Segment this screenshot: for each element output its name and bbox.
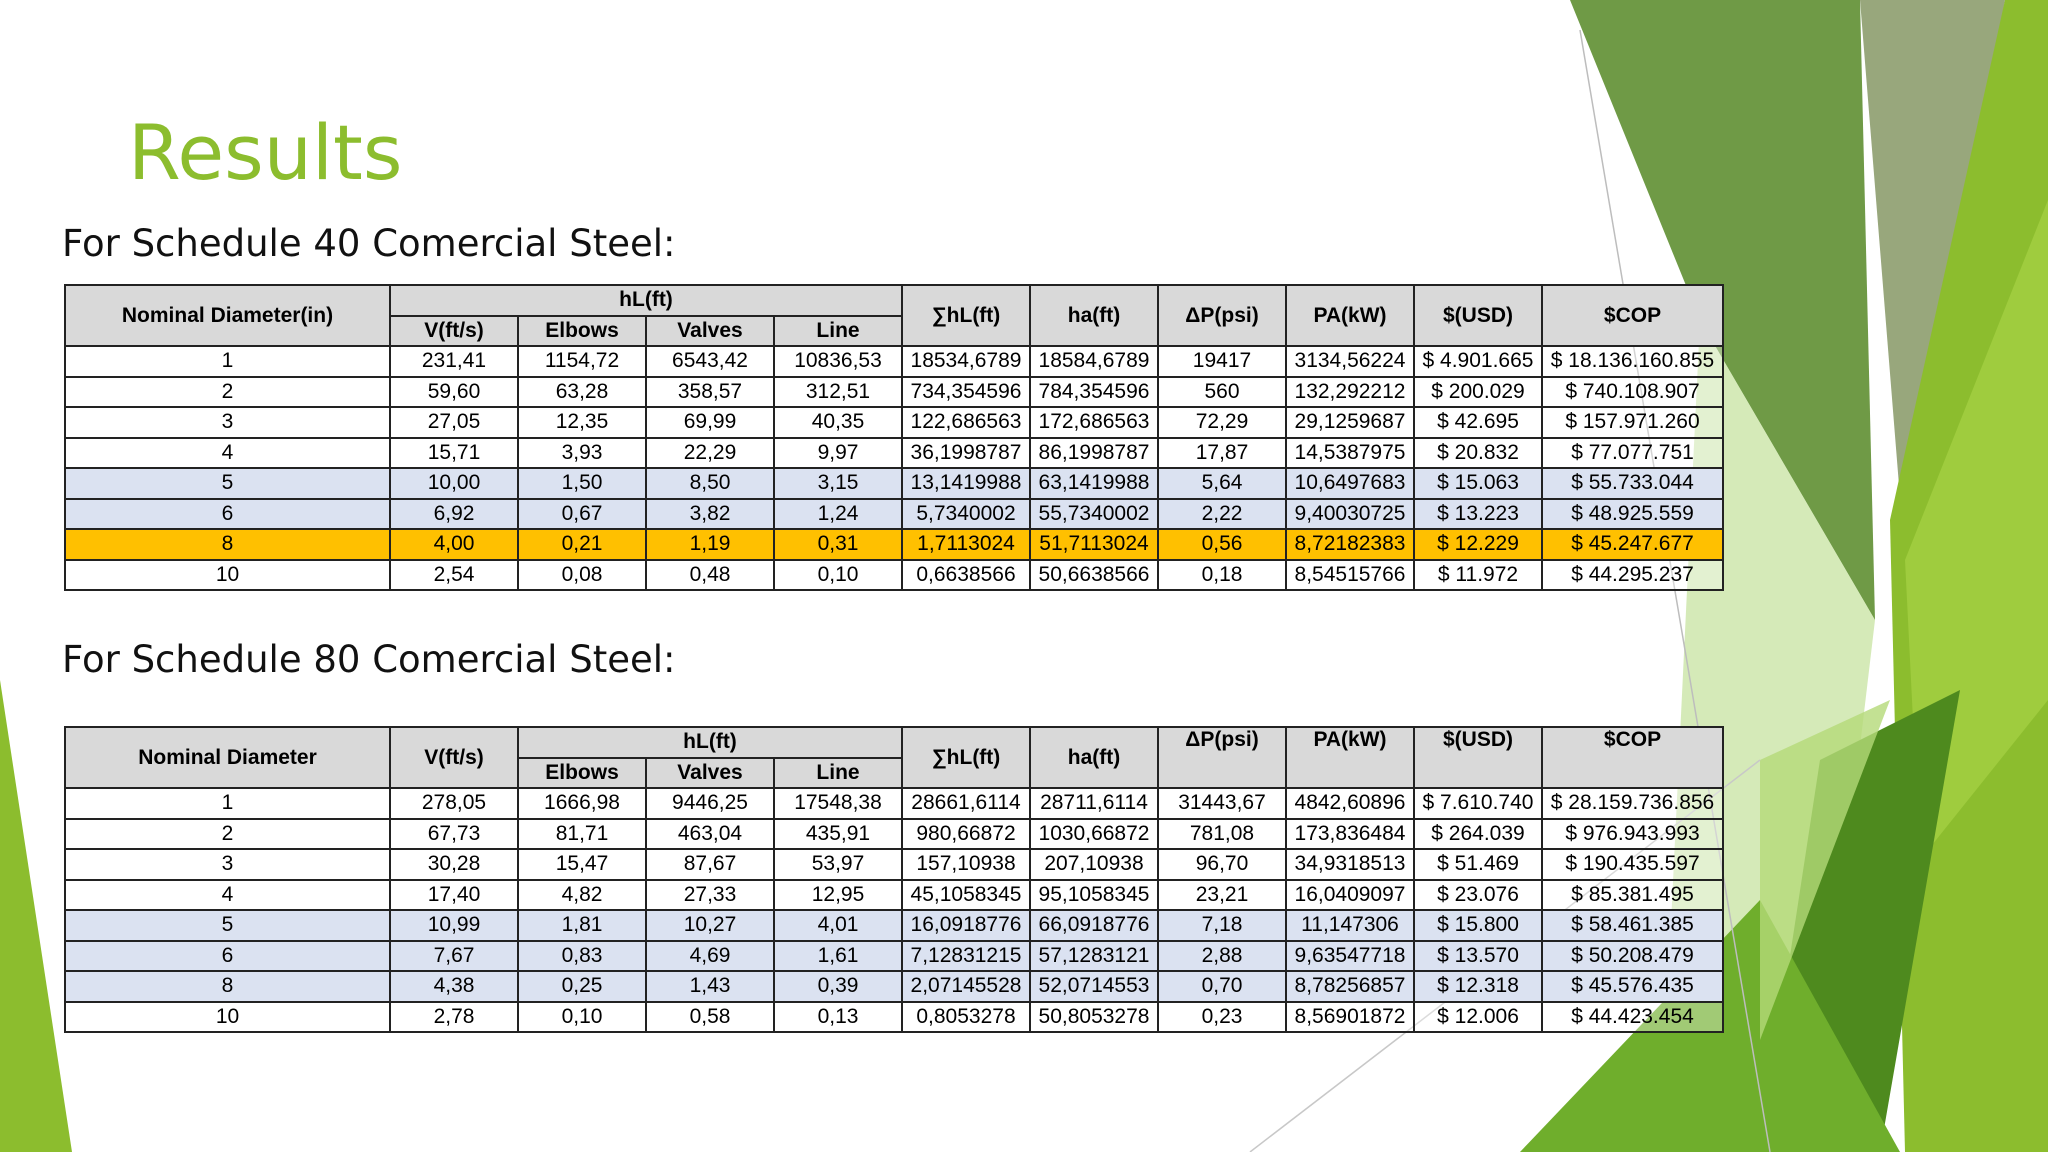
table-cell: 2,88 — [1158, 941, 1286, 972]
table-cell: 36,1998787 — [902, 438, 1030, 469]
table-cell: 5 — [65, 468, 390, 499]
table-cell: 435,91 — [774, 819, 902, 850]
table-cell: 358,57 — [646, 377, 774, 408]
header-velocity: V(ft/s) — [390, 727, 518, 788]
table-cell: 4,01 — [774, 910, 902, 941]
table-cell: 10,00 — [390, 468, 518, 499]
table-cell: 1 — [65, 346, 390, 377]
table-cell: $ 15.063 — [1414, 468, 1542, 499]
table-cell: 8,78256857 — [1286, 971, 1414, 1002]
slide-title: Results — [128, 108, 403, 197]
table-cell: $ 18.136.160.855 — [1542, 346, 1723, 377]
table-cell: 0,13 — [774, 1002, 902, 1033]
table-cell: 72,29 — [1158, 407, 1286, 438]
table-cell: 8 — [65, 971, 390, 1002]
table-row — [65, 971, 1723, 1002]
table-cell: 7,12831215 — [902, 941, 1030, 972]
table-cell: 4,82 — [518, 880, 646, 911]
table-cell: $ 77.077.751 — [1542, 438, 1723, 469]
table-cell: 1154,72 — [518, 346, 646, 377]
table-cell: 9,97 — [774, 438, 902, 469]
table-cell: 207,10938 — [1030, 849, 1158, 880]
header-line: Line — [774, 758, 902, 789]
header-usd: $(USD) — [1414, 727, 1542, 788]
table-cell: 52,0714553 — [1030, 971, 1158, 1002]
section-title-schedule-40: For Schedule 40 Comercial Steel: — [62, 222, 676, 265]
table-cell: 50,8053278 — [1030, 1002, 1158, 1033]
table-cell: 8 — [65, 529, 390, 560]
table-cell: 17,87 — [1158, 438, 1286, 469]
table-cell: 3,82 — [646, 499, 774, 530]
table-cell: 40,35 — [774, 407, 902, 438]
table-cell: 18584,6789 — [1030, 346, 1158, 377]
table-cell: 51,7113024 — [1030, 529, 1158, 560]
header-cop: $COP — [1542, 727, 1723, 788]
header-pa: PA(kW) — [1286, 727, 1414, 788]
table-cell: $ 13.223 — [1414, 499, 1542, 530]
table-cell: $ 740.108.907 — [1542, 377, 1723, 408]
table-cell: 1,24 — [774, 499, 902, 530]
table-cell: 0,58 — [646, 1002, 774, 1033]
table-row — [65, 529, 1723, 560]
table-cell: 9446,25 — [646, 788, 774, 819]
table-cell: 95,1058345 — [1030, 880, 1158, 911]
table-cell: 81,71 — [518, 819, 646, 850]
table-cell: 157,10938 — [902, 849, 1030, 880]
results-table-schedule-40 — [64, 284, 1724, 591]
table-cell: 1666,98 — [518, 788, 646, 819]
table-cell: 12,35 — [518, 407, 646, 438]
table-cell: 8,72182383 — [1286, 529, 1414, 560]
header-ha: ha(ft) — [1030, 285, 1158, 346]
table-cell: 4,69 — [646, 941, 774, 972]
table-cell: 0,10 — [774, 560, 902, 591]
header-line: Line — [774, 316, 902, 347]
table-cell: $ 11.972 — [1414, 560, 1542, 591]
table-cell: 16,0918776 — [902, 910, 1030, 941]
header-ha: ha(ft) — [1030, 727, 1158, 788]
table-cell: 4 — [65, 880, 390, 911]
table-cell: 67,73 — [390, 819, 518, 850]
table-cell: 29,1259687 — [1286, 407, 1414, 438]
table-cell: 1,81 — [518, 910, 646, 941]
table-cell: 3,15 — [774, 468, 902, 499]
table-cell: 980,66872 — [902, 819, 1030, 850]
table-cell: 463,04 — [646, 819, 774, 850]
table-cell: 1,61 — [774, 941, 902, 972]
table-cell: 0,10 — [518, 1002, 646, 1033]
table-cell: 0,18 — [1158, 560, 1286, 591]
table-cell: 45,1058345 — [902, 880, 1030, 911]
table-cell: 122,686563 — [902, 407, 1030, 438]
table-cell: 27,05 — [390, 407, 518, 438]
table-cell: 27,33 — [646, 880, 774, 911]
table-cell: 96,70 — [1158, 849, 1286, 880]
table-cell: 312,51 — [774, 377, 902, 408]
table-cell: 13,1419988 — [902, 468, 1030, 499]
table-cell: 3134,56224 — [1286, 346, 1414, 377]
table-row — [65, 407, 1723, 438]
table-row — [65, 880, 1723, 911]
table-cell: 0,67 — [518, 499, 646, 530]
table-cell: 0,70 — [1158, 971, 1286, 1002]
header-sum-hl: ∑hL(ft) — [902, 727, 1030, 788]
table-cell: 50,6638566 — [1030, 560, 1158, 591]
table-cell: 8,50 — [646, 468, 774, 499]
table-cell: 2,54 — [390, 560, 518, 591]
table-cell: $ 45.576.435 — [1542, 971, 1723, 1002]
table-cell: 2 — [65, 819, 390, 850]
table-cell: 53,97 — [774, 849, 902, 880]
table-cell: 87,67 — [646, 849, 774, 880]
table-cell: 2 — [65, 377, 390, 408]
table-cell: $ 190.435.597 — [1542, 849, 1723, 880]
table-cell: 10836,53 — [774, 346, 902, 377]
table-cell: 1,50 — [518, 468, 646, 499]
table-cell: 31443,67 — [1158, 788, 1286, 819]
table-cell: 784,354596 — [1030, 377, 1158, 408]
table-row — [65, 499, 1723, 530]
table-cell: 8,54515766 — [1286, 560, 1414, 591]
table-cell: 22,29 — [646, 438, 774, 469]
header-delta-p: ΔP(psi) — [1158, 285, 1286, 346]
table-cell: 0,25 — [518, 971, 646, 1002]
header-usd: $(USD) — [1414, 285, 1542, 346]
table-cell: $ 157.971.260 — [1542, 407, 1723, 438]
table-cell: 0,56 — [1158, 529, 1286, 560]
table-cell: 5 — [65, 910, 390, 941]
table-cell: 0,21 — [518, 529, 646, 560]
table-row — [65, 346, 1723, 377]
table-row — [65, 560, 1723, 591]
table-cell: $ 976.943.993 — [1542, 819, 1723, 850]
table-cell: $ 42.695 — [1414, 407, 1542, 438]
table-cell: 231,41 — [390, 346, 518, 377]
table-cell: 1 — [65, 788, 390, 819]
table-cell: 6,92 — [390, 499, 518, 530]
table-cell: 0,23 — [1158, 1002, 1286, 1033]
table-cell: 69,99 — [646, 407, 774, 438]
table-cell: 3 — [65, 407, 390, 438]
table-cell: $ 44.423.454 — [1542, 1002, 1723, 1033]
header-valves: Valves — [646, 758, 774, 789]
table-cell: 0,6638566 — [902, 560, 1030, 591]
table-cell: 6 — [65, 941, 390, 972]
table-cell: 1030,66872 — [1030, 819, 1158, 850]
section-title-schedule-80: For Schedule 80 Comercial Steel: — [62, 638, 676, 681]
table-row — [65, 788, 1723, 819]
table-cell: 132,292212 — [1286, 377, 1414, 408]
table-cell: 0,08 — [518, 560, 646, 591]
table-cell: 560 — [1158, 377, 1286, 408]
table-cell: 10 — [65, 560, 390, 591]
table-cell: 28711,6114 — [1030, 788, 1158, 819]
table-cell: 10,6497683 — [1286, 468, 1414, 499]
table-cell: 2,78 — [390, 1002, 518, 1033]
table-cell: 10,27 — [646, 910, 774, 941]
header-hl-group: hL(ft) — [390, 285, 902, 316]
header-nominal-diameter: Nominal Diameter(in) — [65, 285, 390, 346]
table-cell: 7,18 — [1158, 910, 1286, 941]
table-cell: $ 50.208.479 — [1542, 941, 1723, 972]
header-nominal-diameter: Nominal Diameter — [65, 727, 390, 788]
table-body-schedule-40 — [65, 346, 1723, 590]
table-cell: 63,1419988 — [1030, 468, 1158, 499]
table-cell: 66,0918776 — [1030, 910, 1158, 941]
table-cell: $ 264.039 — [1414, 819, 1542, 850]
table-cell: 55,7340002 — [1030, 499, 1158, 530]
table-cell: 0,31 — [774, 529, 902, 560]
table-cell: 10,99 — [390, 910, 518, 941]
table-cell: $ 12.318 — [1414, 971, 1542, 1002]
table-cell: 63,28 — [518, 377, 646, 408]
table-cell: 0,48 — [646, 560, 774, 591]
table-row — [65, 849, 1723, 880]
table-cell: 6543,42 — [646, 346, 774, 377]
table-row — [65, 468, 1723, 499]
table-cell: 2,07145528 — [902, 971, 1030, 1002]
table-cell: $ 12.006 — [1414, 1002, 1542, 1033]
table-row — [65, 819, 1723, 850]
header-hl-group: hL(ft) — [518, 727, 902, 758]
table-cell: 734,354596 — [902, 377, 1030, 408]
table-cell: $ 15.800 — [1414, 910, 1542, 941]
table-cell: 17,40 — [390, 880, 518, 911]
table-cell: 0,39 — [774, 971, 902, 1002]
table-cell: 16,0409097 — [1286, 880, 1414, 911]
table-cell: $ 12.229 — [1414, 529, 1542, 560]
table-cell: 172,686563 — [1030, 407, 1158, 438]
table-cell: 4,38 — [390, 971, 518, 1002]
table-row — [65, 910, 1723, 941]
table-cell: $ 20.832 — [1414, 438, 1542, 469]
table-cell: 15,71 — [390, 438, 518, 469]
table-cell: 0,8053278 — [902, 1002, 1030, 1033]
table-cell: 7,67 — [390, 941, 518, 972]
header-elbows: Elbows — [518, 758, 646, 789]
table-body-schedule-80 — [65, 788, 1723, 1032]
table-cell: $ 7.610.740 — [1414, 788, 1542, 819]
table-cell: 17548,38 — [774, 788, 902, 819]
table-cell: 4 — [65, 438, 390, 469]
table-row — [65, 377, 1723, 408]
table-cell: $ 51.469 — [1414, 849, 1542, 880]
header-delta-p: ΔP(psi) — [1158, 727, 1286, 788]
table-cell: 9,40030725 — [1286, 499, 1414, 530]
table-cell: 86,1998787 — [1030, 438, 1158, 469]
table-cell: 57,1283121 — [1030, 941, 1158, 972]
table-cell: 1,43 — [646, 971, 774, 1002]
table-cell: $ 45.247.677 — [1542, 529, 1723, 560]
table-cell: 1,19 — [646, 529, 774, 560]
table-cell: 3,93 — [518, 438, 646, 469]
table-cell: $ 85.381.495 — [1542, 880, 1723, 911]
table-cell: 9,63547718 — [1286, 941, 1414, 972]
table-cell: 23,21 — [1158, 880, 1286, 911]
table-cell: 59,60 — [390, 377, 518, 408]
table-cell: $ 200.029 — [1414, 377, 1542, 408]
table-cell: $ 48.925.559 — [1542, 499, 1723, 530]
table-cell: 278,05 — [390, 788, 518, 819]
table-cell: 14,5387975 — [1286, 438, 1414, 469]
table-cell: 30,28 — [390, 849, 518, 880]
results-table-schedule-80 — [64, 726, 1724, 1033]
header-pa: PA(kW) — [1286, 285, 1414, 346]
table-cell: 5,7340002 — [902, 499, 1030, 530]
table-cell: 3 — [65, 849, 390, 880]
header-elbows: Elbows — [518, 316, 646, 347]
left-green-sliver — [0, 680, 72, 1152]
header-sum-hl: ∑hL(ft) — [902, 285, 1030, 346]
table-row — [65, 438, 1723, 469]
table-cell: 12,95 — [774, 880, 902, 911]
table-cell: $ 23.076 — [1414, 880, 1542, 911]
table-cell: 28661,6114 — [902, 788, 1030, 819]
header-cop: $COP — [1542, 285, 1723, 346]
table-cell: 34,9318513 — [1286, 849, 1414, 880]
header-valves: Valves — [646, 316, 774, 347]
table-cell: 18534,6789 — [902, 346, 1030, 377]
table-cell: 781,08 — [1158, 819, 1286, 850]
table-cell: 19417 — [1158, 346, 1286, 377]
table-row — [65, 941, 1723, 972]
table-cell: 4,00 — [390, 529, 518, 560]
table-cell: 10 — [65, 1002, 390, 1033]
table-cell: 1,7113024 — [902, 529, 1030, 560]
table-cell: 5,64 — [1158, 468, 1286, 499]
table-cell: $ 13.570 — [1414, 941, 1542, 972]
table-cell: 15,47 — [518, 849, 646, 880]
table-cell: $ 44.295.237 — [1542, 560, 1723, 591]
header-velocity: V(ft/s) — [390, 316, 518, 347]
table-cell: $ 28.159.736.856 — [1542, 788, 1723, 819]
table-cell: 173,836484 — [1286, 819, 1414, 850]
table-cell: 6 — [65, 499, 390, 530]
table-cell: 2,22 — [1158, 499, 1286, 530]
table-cell: 0,83 — [518, 941, 646, 972]
table-cell: $ 58.461.385 — [1542, 910, 1723, 941]
table-row — [65, 1002, 1723, 1033]
table-cell: $ 4.901.665 — [1414, 346, 1542, 377]
table-cell: 11,147306 — [1286, 910, 1414, 941]
table-cell: 4842,60896 — [1286, 788, 1414, 819]
table-cell: $ 55.733.044 — [1542, 468, 1723, 499]
table-cell: 8,56901872 — [1286, 1002, 1414, 1033]
